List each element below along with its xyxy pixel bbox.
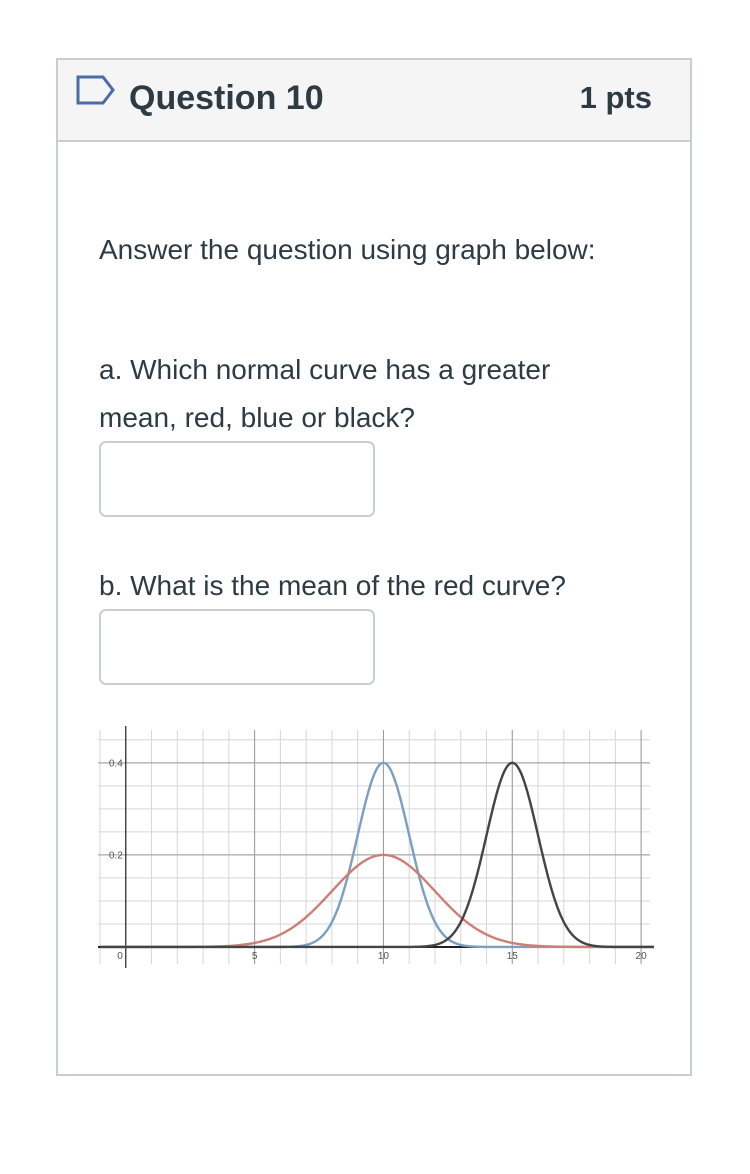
question-intro: Answer the question using graph below: bbox=[99, 234, 596, 265]
y-tick-label: 0.4 bbox=[108, 758, 123, 770]
question-title: Question 10 bbox=[129, 79, 324, 117]
x-tick-label: 0 bbox=[117, 950, 123, 962]
flag-outline-icon[interactable] bbox=[75, 74, 117, 106]
x-tick-label: 20 bbox=[635, 950, 647, 962]
question-points: 1 pts bbox=[579, 80, 652, 115]
answer-input-a[interactable] bbox=[99, 441, 375, 517]
question-card bbox=[56, 58, 692, 1076]
x-tick-label: 5 bbox=[251, 950, 258, 962]
question-part-a: a. Which normal curve has a greater mean, red, blue or black? bbox=[99, 354, 551, 433]
answer-input-b[interactable] bbox=[99, 609, 375, 685]
x-tick-label: 10 bbox=[377, 950, 390, 962]
y-tick-label: 0.2 bbox=[108, 850, 123, 862]
normal-curves-chart bbox=[98, 726, 658, 972]
question-header bbox=[58, 60, 690, 142]
x-tick-label: 15 bbox=[506, 950, 518, 962]
normal-curves-graph bbox=[98, 726, 658, 972]
question-part-b: b. What is the mean of the red curve? bbox=[99, 570, 566, 601]
